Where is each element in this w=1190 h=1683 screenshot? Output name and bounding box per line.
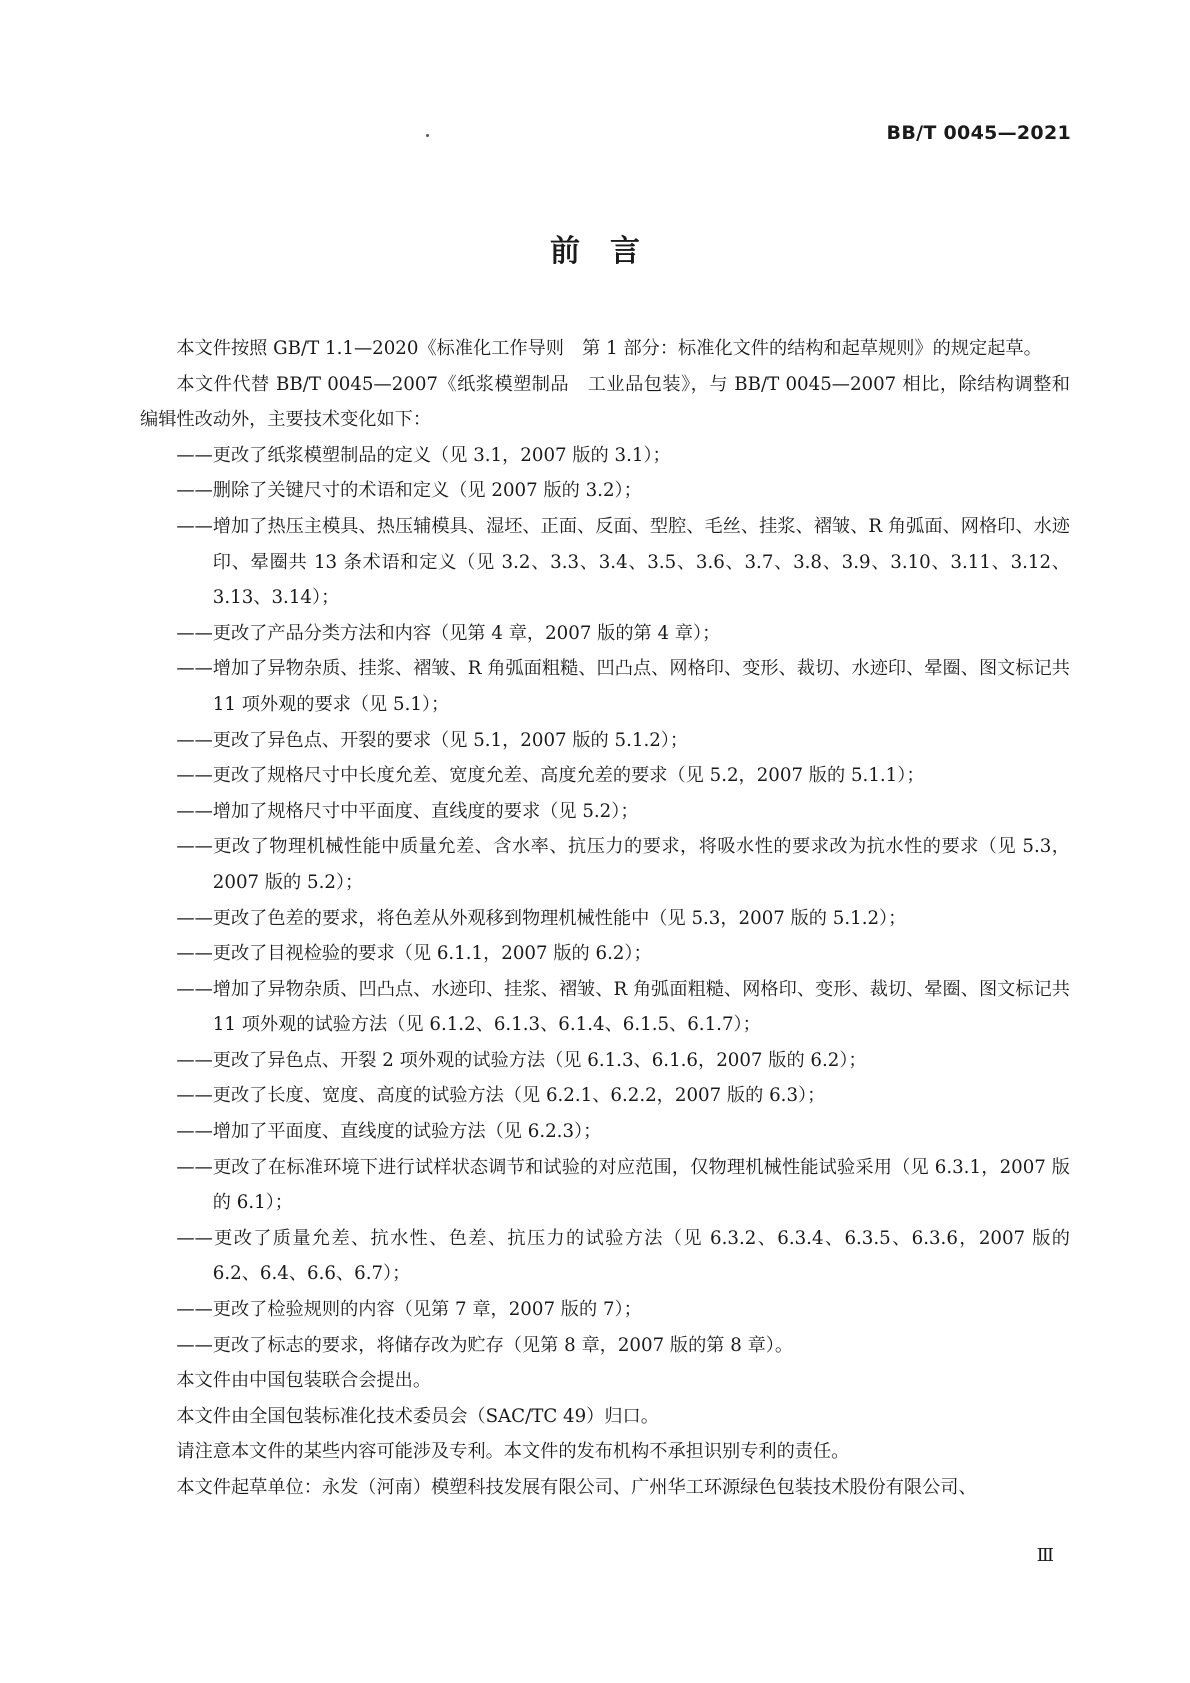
change-item: ——更改了在标准环境下进行试样状态调节和试验的对应范围，仅物理机械性能试验采用（见 6.3.1，2007 版的 6.1）； [176,1156,1070,1214]
page-title: 前 言 [550,234,640,269]
paragraph-committee: 本文件由全国包装标准化技术委员会（SAC/TC 49）归口。 [176,1405,659,1427]
change-item: ——删除了关键尺寸的术语和定义（见 2007 版的 3.2）； [176,480,642,502]
change-item: ——增加了规格尺寸中平面度、直线度的要求（见 5.2）； [176,800,639,822]
change-list [140,438,1070,1363]
change-item: ——更改了物理机械性能中质量允差、含水率、抗压力的要求，将吸水性的要求改为抗水性的要求（见 5.3，2007 版的 5.2）； [176,836,1070,893]
change-item: ——更改了产品分类方法和内容（见第 4 章，2007 版的第 4 章）； [176,622,721,644]
paragraph-proposer: 本文件由中国包装联合会提出。 [176,1370,432,1392]
change-item: ——更改了标志的要求，将储存改为贮存（见第 8 章，2007 版的第 8 章）。 [176,1334,794,1356]
change-item: ——更改了纸浆模塑制品的定义（见 3.1，2007 版的 3.1）； [176,444,671,466]
change-item: ——更改了色差的要求，将色差从外观移到物理机械性能中（见 5.3，2007 版的 5.1.2）； [176,907,907,929]
change-item: ——增加了热压主模具、热压辅模具、湿坯、正面、反面、型腔、毛丝、挂浆、褶皱、R 角弧面、网格印、水迹印、晕圈共 13 条术语和定义（见 3.2、3.3、3.4、3.5、3.6、3.7、3.8、3.9、3.10、3.11、3.12、3.13、3.14）； [176,515,1070,609]
paragraph-drafting-units: 本文件起草单位：永发（河南）模塑科技发展有限公司、广州华工环源绿色包装技术股份有限公司、 [176,1477,977,1498]
foreword-body [140,331,1070,1506]
scan-dot [426,134,429,137]
change-item: ——更改了异色点、开裂的要求（见 5.1，2007 版的 5.1.2）； [176,729,689,751]
page-number: Ⅲ [1036,1545,1054,1566]
change-item: ——增加了异物杂质、挂浆、褶皱、R 角弧面粗糙、凹凸点、网格印、变形、裁切、水迹印、晕圈、图文标记共 11 项外观的要求（见 5.1）； [176,658,1070,715]
paragraph-drafting-rules: 本文件按照 GB/T 1.1—2020《标准化工作导则 第 1 部分：标准化文件的结构和起草规则》的规定起草。 [176,338,1042,359]
change-item: ——增加了平面度、直线度的试验方法（见 6.2.3）； [176,1121,602,1143]
document-number: BB/T 0045—2021 [886,122,1071,144]
change-item: ——更改了异色点、开裂 2 项外观的试验方法（见 6.1.3、6.1.6，2007 版的 6.2）； [176,1049,867,1071]
change-item: ——更改了长度、宽度、高度的试验方法（见 6.2.1、6.2.2，2007 版的 6.3）； [176,1085,826,1107]
change-item: ——更改了目视检验的要求（见 6.1.1，2007 版的 6.2）； [176,943,652,965]
change-item: ——增加了异物杂质、凹凸点、水迹印、挂浆、褶皱、R 角弧面粗糙、网格印、变形、裁切、晕圈、图文标记共 11 项外观的试验方法（见 6.1.2、6.1.3、6.1.4、6.1.5、6.1.7）； [176,978,1070,1036]
paragraph-replacement: 本文件代替 BB/T 0045—2007《纸浆模塑制品 工业品包装》，与 BB/T 0045—2007 相比，除结构调整和编辑性改动外，主要技术变化如下： [140,373,1070,431]
change-item: ——更改了检验规则的内容（见第 7 章，2007 版的 7）； [176,1299,642,1321]
change-item: ——更改了质量允差、抗水性、色差、抗压力的试验方法（见 6.3.2、6.3.4、6.3.5、6.3.6，2007 版的 6.2、6.4、6.6、6.7）； [176,1227,1070,1285]
change-item: ——更改了规格尺寸中长度允差、宽度允差、高度允差的要求（见 5.2，2007 版的 5.1.1）； [176,765,925,787]
paragraph-patent-notice: 请注意本文件的某些内容可能涉及专利。本文件的发布机构不承担识别专利的责任。 [176,1441,850,1463]
